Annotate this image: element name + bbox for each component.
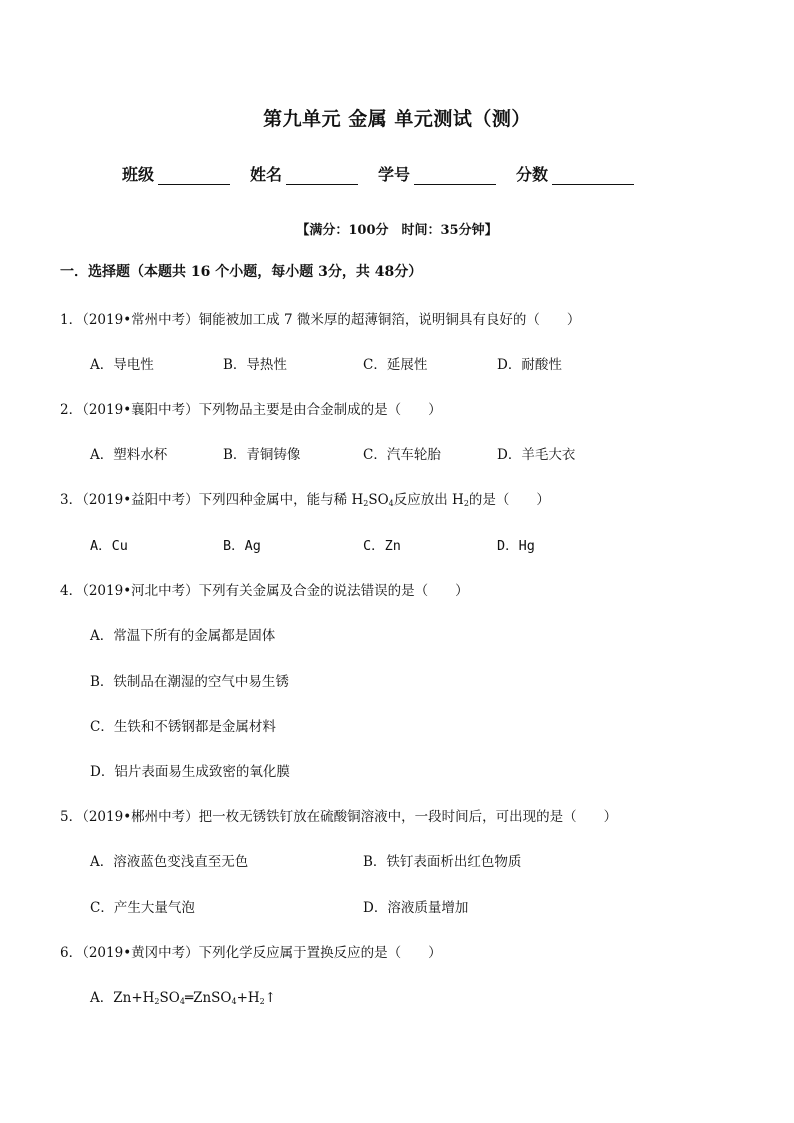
section-heading: 一．选择题（本题共 16 个小题，每小题 3分，共 48分） (60, 264, 423, 280)
question-3-option-b[interactable]: B．Ag (223, 538, 261, 554)
question-5-option-d[interactable]: D．溶液质量增加 (363, 900, 469, 916)
id-blank[interactable] (414, 170, 496, 185)
name-label: 姓名 (250, 165, 283, 184)
question-5-stem: 5．（2019•郴州中考）把一枚无锈铁钉放在硫酸铜溶液中，一段时间后，可出现的是（ ） (60, 809, 618, 825)
question-4-stem: 4．（2019•河北中考）下列有关金属及合金的说法错误的是（ ） (60, 583, 469, 599)
formula-part: ═ZnSO (184, 990, 232, 1006)
question-2-stem: 2．（2019•襄阳中考）下列物品主要是由合金制成的是（ ） (60, 402, 442, 418)
question-4-option-d[interactable]: D．铝片表面易生成致密的氧化膜 (90, 764, 290, 780)
question-3-stem-part: SO (368, 492, 389, 508)
subscript: 4 (231, 997, 237, 1006)
class-blank[interactable] (158, 170, 230, 185)
formula-part: +H (236, 990, 260, 1006)
name-blank[interactable] (286, 170, 358, 185)
formula-part: A．Zn+H (90, 990, 155, 1006)
formula-part: SO (159, 990, 180, 1006)
subscript: 2 (463, 499, 469, 508)
question-3-stem-part: 反应放出 H (393, 492, 464, 508)
question-2-option-a[interactable]: A．塑料水杯 (90, 447, 168, 463)
subscript: 4 (388, 499, 394, 508)
id-label: 学号 (378, 165, 411, 184)
question-3-stem-part: 的是（ ） (468, 492, 550, 508)
question-5-option-c[interactable]: C．产生大量气泡 (90, 900, 195, 916)
subscript: 2 (259, 997, 265, 1006)
question-4-option-c[interactable]: C．生铁和不锈钢都是金属材料 (90, 719, 276, 735)
question-3-stem (60, 488, 550, 508)
exam-meta: 【满分：100分 时间：35分钟】 (296, 223, 498, 238)
question-6-stem: 6．（2019•黄冈中考）下列化学反应属于置换反应的是（ ） (60, 945, 442, 961)
subscript: 2 (154, 997, 160, 1006)
score-blank[interactable] (552, 170, 634, 185)
gas-arrow: ↑ (264, 990, 277, 1006)
question-3-option-a[interactable]: A．Cu (90, 538, 128, 554)
question-3-stem-part: 3．（2019•益阳中考）下列四种金属中，能与稀 H (60, 492, 364, 508)
question-1-option-d[interactable]: D．耐酸性 (497, 357, 562, 373)
page-title: 第九单元 金属 单元测试（测） (263, 108, 531, 130)
question-3-option-c[interactable]: C．Zn (363, 538, 401, 554)
question-5-option-a[interactable]: A．溶液蓝色变浅直至无色 (90, 854, 249, 870)
subscript: 4 (179, 997, 185, 1006)
student-info-row (122, 162, 682, 185)
question-5-option-b[interactable]: B．铁钉表面析出红色物质 (363, 854, 522, 870)
question-3-option-d[interactable]: D．Hg (497, 538, 535, 554)
subscript: 2 (363, 499, 369, 508)
question-2-option-c[interactable]: C．汽车轮胎 (363, 447, 441, 463)
question-4-option-b[interactable]: B．铁制品在潮湿的空气中易生锈 (90, 674, 289, 690)
question-1-option-c[interactable]: C．延展性 (363, 357, 428, 373)
class-label: 班级 (122, 165, 155, 184)
score-label: 分数 (516, 165, 549, 184)
question-2-option-d[interactable]: D．羊毛大衣 (497, 447, 576, 463)
question-1-option-a[interactable]: A．导电性 (90, 357, 154, 373)
question-6-option-a[interactable] (90, 986, 276, 1006)
question-1-stem: 1．（2019•常州中考）铜能被加工成 7 微米厚的超薄铜箔，说明铜具有良好的（ ） (60, 312, 581, 328)
question-4-option-a[interactable]: A．常温下所有的金属都是固体 (90, 628, 276, 644)
question-1-option-b[interactable]: B．导热性 (223, 357, 287, 373)
question-2-option-b[interactable]: B．青铜铸像 (223, 447, 301, 463)
